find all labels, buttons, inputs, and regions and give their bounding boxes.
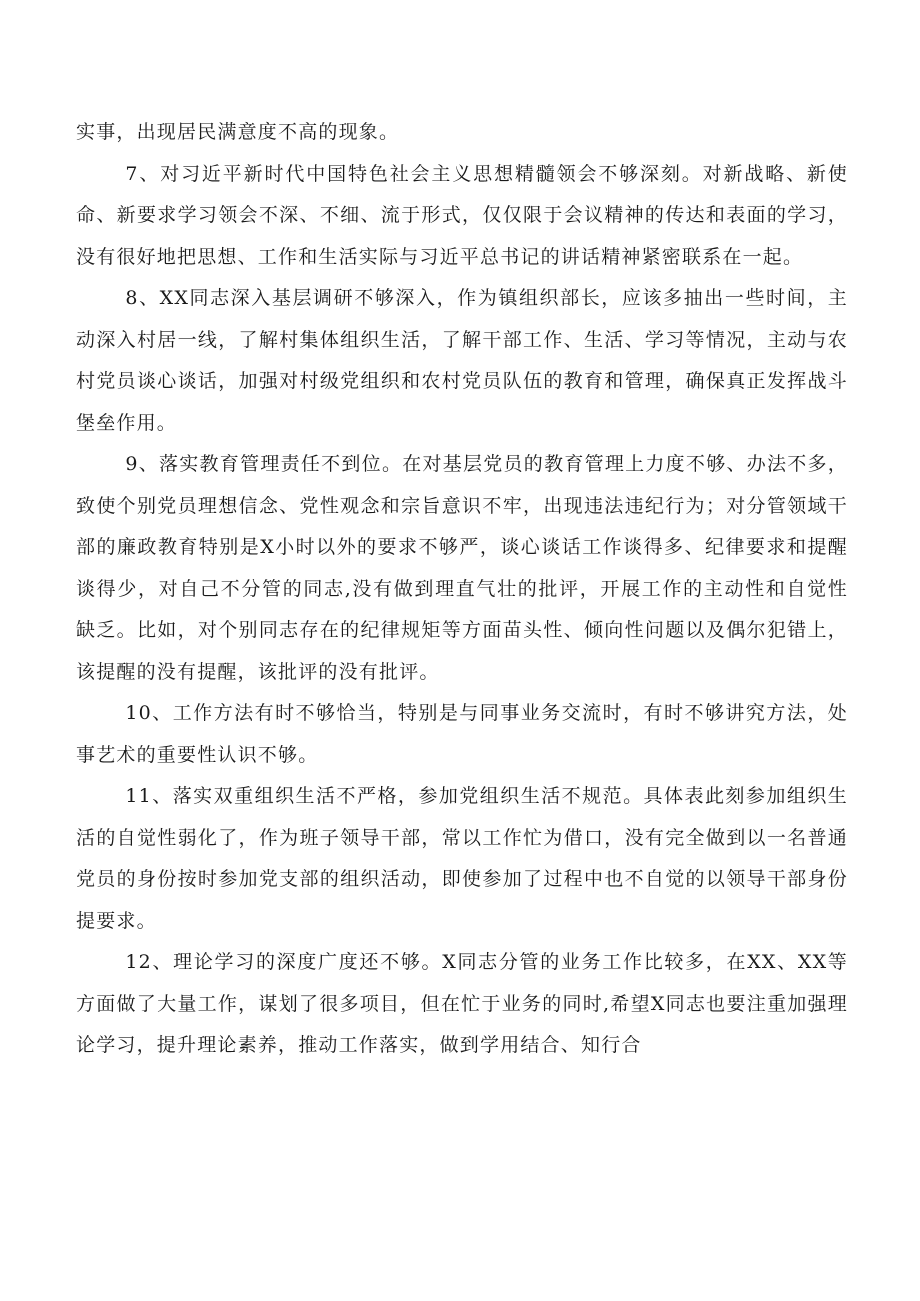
paragraph-10: 10、工作方法有时不够恰当，特别是与同事业务交流时，有时不够讲究方法，处事艺术的重要性认识不够。 <box>76 702 848 766</box>
paragraph-continuation: 实事，出现居民满意度不高的现象。 <box>76 121 400 143</box>
document-body <box>76 112 848 1067</box>
paragraph-12: 12、理论学习的深度广度还不够。X同志分管的业务工作比较多，在XX、XX等方面做了大量工作，谋划了很多项目，但在忙于业务的同时,希望X同志也要注重加强理论学习，提升理论素养，推动工作落实，做到学用结合、知行合 <box>76 951 848 1056</box>
paragraph-9: 9、落实教育管理责任不到位。在对基层党员的教育管理上力度不够、办法不多，致使个别党员理想信念、党性观念和宗旨意识不牢，出现违法违纪行为；对分管领域干部的廉政教育特别是X小时以外的要求不够严，谈心谈话工作谈得多、纪律要求和提醒谈得少，对自己不分管的同志,没有做到理直气壮的批评，开展工作的主动性和自觉性缺乏。比如，对个别同志存在的纪律规矩等方面苗头性、倾向性问题以及偶尔犯错上，该提醒的没有提醒，该批评的没有批评。 <box>76 453 848 683</box>
paragraph-11: 11、落实双重组织生活不严格，参加党组织生活不规范。具体表此刻参加组织生活的自觉性弱化了，作为班子领导干部，常以工作忙为借口，没有完全做到以一名普通党员的身份按时参加党支部的组织活动，即使参加了过程中也不自觉的以领导干部身份提要求。 <box>76 785 848 932</box>
paragraph-7: 7、对习近平新时代中国特色社会主义思想精髓领会不够深刻。对新战略、新使命、新要求学习领会不深、不细、流于形式，仅仅限于会议精神的传达和表面的学习，没有很好地把思想、工作和生活实际与习近平总书记的讲话精神紧密联系在一起。 <box>76 162 848 268</box>
paragraph-8: 8、XX同志深入基层调研不够深入，作为镇组织部长，应该多抽出一些时间，主动深入村居一线，了解村集体组织生活，了解干部工作、生活、学习等情况，主动与农村党员谈心谈话，加强对村级党组织和农村党员队伍的教育和管理，确保真正发挥战斗堡垒作用。 <box>76 287 848 434</box>
